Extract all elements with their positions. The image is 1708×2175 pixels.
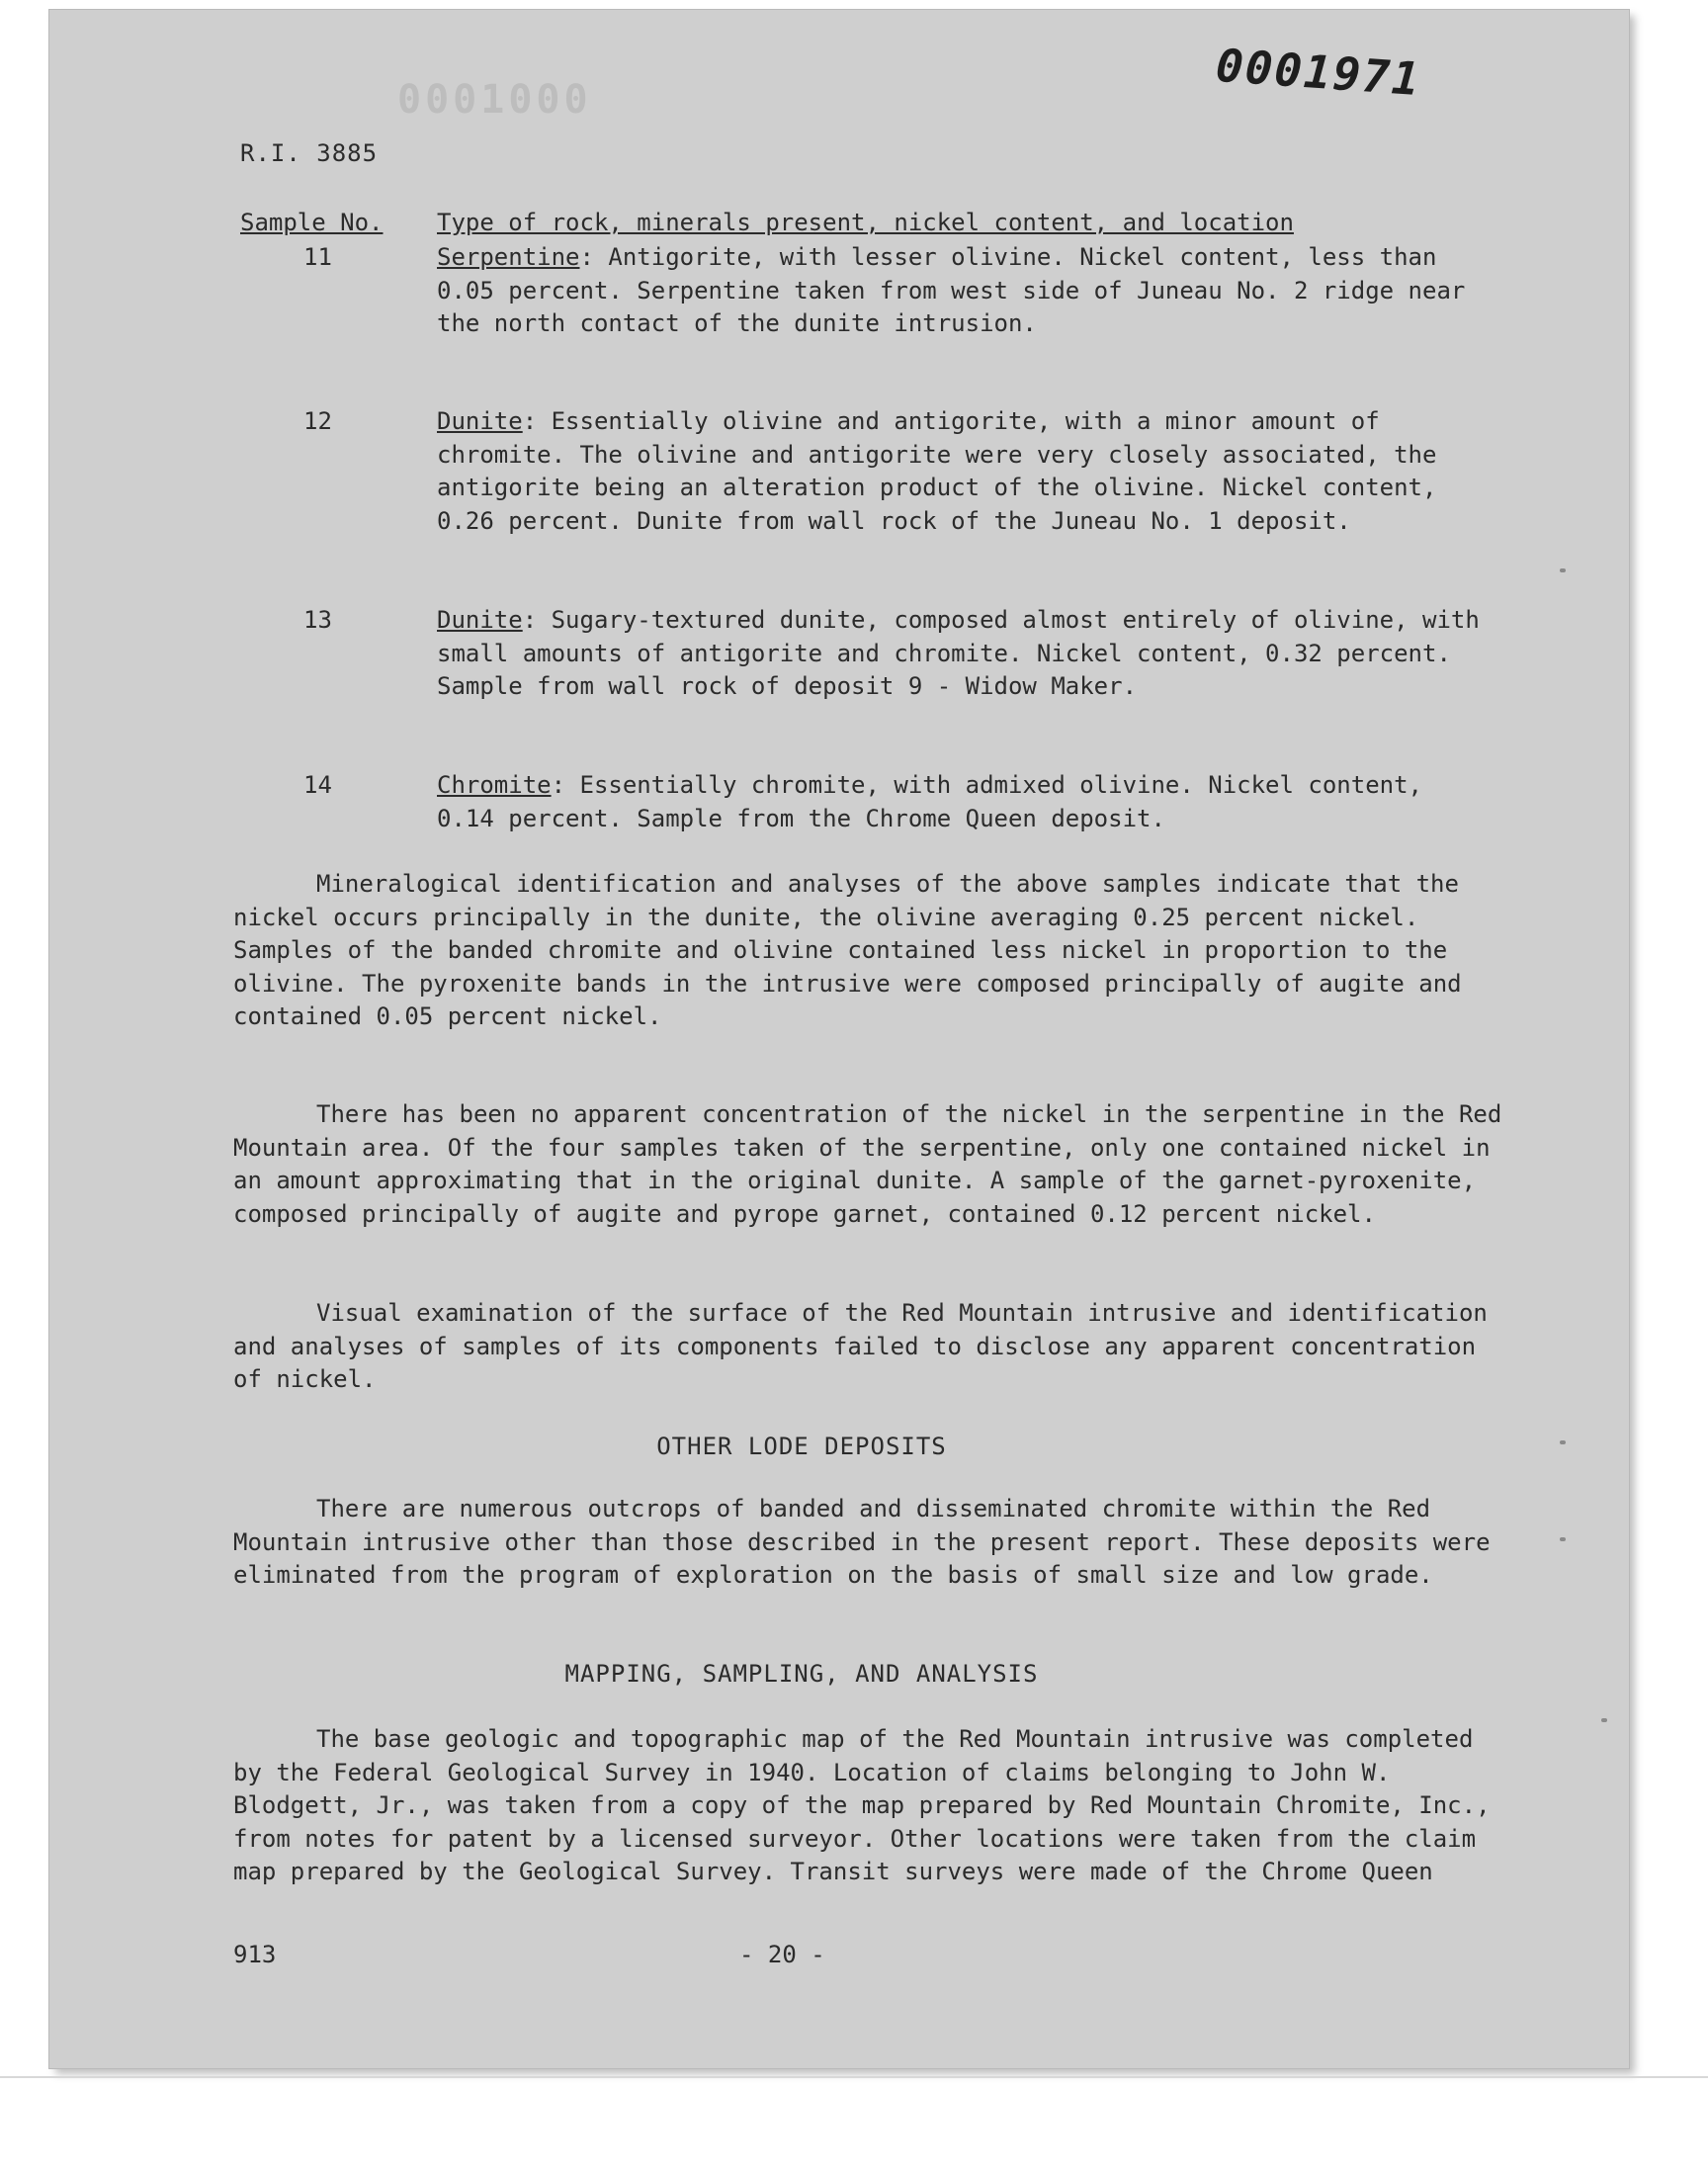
rock-type: Chromite — [437, 771, 552, 799]
faded-stamp-number: 0001000 — [397, 77, 592, 123]
sample-text: : Essentially olivine and antigorite, with a minor amount of chromite. The olivine and antigorite were very closely associated, the antigorite being an alteration product of the olivine. Nickel content, 0.26 percent. Dunite from wall rock of the Juneau No. 1 deposit. — [437, 407, 1437, 535]
scan-speck — [1560, 1537, 1566, 1541]
stamp-number: 0001971 — [1214, 38, 1423, 107]
column-header-sample-no: Sample No. — [240, 209, 384, 236]
rock-type: Serpentine — [437, 243, 580, 271]
page-divider — [0, 2076, 1708, 2078]
section-heading: OTHER LODE DEPOSITS — [656, 1433, 947, 1460]
sample-description — [437, 769, 1485, 835]
body-paragraph: There are numerous outcrops of banded and disseminated chromite within the Red Mountain intrusive other than those described in the present report. These deposits were eliminated from the program of exploration on the basis of small size and low grade. — [233, 1495, 1491, 1589]
rock-type: Dunite — [437, 407, 523, 435]
sample-text: : Essentially chromite, with admixed olivine. Nickel content, 0.14 percent. Sample from the Chrome Queen deposit. — [437, 771, 1422, 832]
rock-type: Dunite — [437, 606, 523, 634]
sample-text: : Antigorite, with lesser olivine. Nickel content, less than 0.05 percent. Serpentine taken from west side of Juneau No. 2 ridge near the north contact of the dunite intrusion. — [437, 243, 1466, 337]
report-id: R.I. 3885 — [240, 139, 379, 167]
sample-description — [437, 241, 1485, 341]
sample-description — [437, 405, 1485, 538]
sample-text: : Sugary-textured dunite, composed almost entirely of olivine, with small amounts of antigorite and chromite. Nickel content, 0.32 percent. Sample from wall rock of deposit 9 - Widow Maker. — [437, 606, 1480, 700]
sample-number: 12 — [303, 407, 332, 435]
body-paragraph: Visual examination of the surface of the Red Mountain intrusive and identification and analyses of samples of its components failed to disclose any apparent concentration of nickel. — [233, 1299, 1488, 1393]
body-paragraph: Mineralogical identification and analyses of the above samples indicate that the nickel occurs principally in the dunite, the olivine averaging 0.25 percent nickel. Samples of the banded chromite and olivine contained less nickel in proportion to the olivine. The pyroxenite bands in the intrusive were composed principally of augite and contained 0.05 percent nickel. — [233, 870, 1462, 1030]
sample-description — [437, 604, 1485, 704]
page-number: - 20 - — [739, 1941, 825, 1968]
footer-code: 913 — [233, 1941, 277, 1968]
scan-speck — [1560, 568, 1566, 572]
sample-number: 11 — [303, 243, 332, 271]
sample-number: 14 — [303, 771, 332, 799]
scan-speck — [1601, 1718, 1607, 1722]
body-paragraph: The base geologic and topographic map of the Red Mountain intrusive was completed by the Federal Geological Survey in 1940. Location of claims belonging to John W. Blodgett, Jr., was taken from a copy of the map prepared by Red Mountain Chromite, Inc., from notes for patent by a licensed surveyor. Other locations were taken from the claim map prepared by the Geological Survey. Transit surveys were made of the Chrome Queen — [233, 1725, 1491, 1885]
sample-number: 13 — [303, 606, 332, 634]
body-paragraph: There has been no apparent concentration of the nickel in the serpentine in the Red Mountain area. Of the four samples taken of the serpentine, only one contained nickel in an amount approximating that in the original dunite. A sample of the garnet-pyroxenite, composed principally of augite and pyrope garnet, contained 0.12 percent nickel. — [233, 1100, 1502, 1228]
section-heading: MAPPING, SAMPLING, AND ANALYSIS — [564, 1660, 1039, 1688]
column-header-description: Type of rock, minerals present, nickel content, and location — [437, 209, 1294, 236]
scan-speck — [1560, 1440, 1566, 1444]
